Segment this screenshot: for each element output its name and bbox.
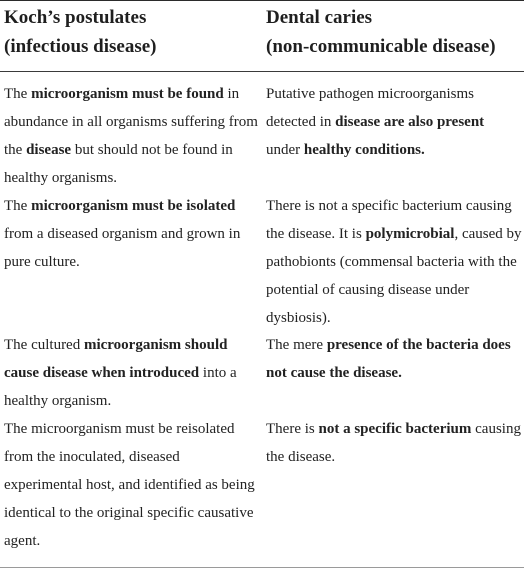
bold-segment: healthy conditions. [303, 142, 425, 158]
text-segment: There is [266, 421, 319, 437]
text-segment: in abundance in all organisms suffering from the [4, 86, 258, 158]
table-row [0, 192, 524, 328]
bold-segment: not a specific bacterium [318, 421, 472, 437]
bold-segment: microorganism should cause disease when introduced [4, 337, 228, 381]
bold-segment: microorganism must be found [31, 86, 224, 102]
header-koch-postulates [4, 3, 254, 61]
table-header-row [0, 1, 524, 71]
text-segment: into a healthy organism. [4, 365, 237, 409]
koch-postulate-cell [4, 192, 260, 276]
bold-segment: polymicrobial [365, 226, 455, 242]
header-title-line: Koch’s postulates [4, 7, 147, 28]
text-segment: from a diseased organism and grown in pure culture. [4, 226, 241, 270]
bold-segment: microorganism must be isolated [31, 198, 236, 214]
table-row [0, 80, 524, 190]
dental-caries-cell [266, 80, 522, 164]
bold-segment: presence of the bacteria does not cause the disease. [266, 337, 511, 381]
text-segment: under [266, 142, 304, 158]
koch-postulate-cell [4, 415, 260, 555]
text-segment: The mere [266, 337, 327, 353]
header-divider-rule [0, 71, 524, 72]
text-segment: The [4, 198, 32, 214]
table-row [0, 331, 524, 411]
header-subtitle-line: (non-communicable disease) [266, 36, 496, 57]
text-segment: There is not a specific bacterium causing the disease. It is [266, 198, 512, 242]
text-segment: The microorganism must be reisolated from the inoculated, diseased experimental host, and identified as being identical to the original specific causative agent. [4, 421, 255, 549]
dental-caries-cell [266, 192, 522, 332]
bold-segment: disease are also present [335, 114, 485, 130]
text-segment: but should not be found in healthy organisms. [4, 142, 233, 186]
text-segment: Putative pathogen microorganisms detected in [266, 86, 475, 130]
table-row [0, 415, 524, 555]
koch-postulate-cell [4, 331, 260, 415]
table-bottom-rule [0, 567, 524, 568]
text-segment: , caused by pathobionts (commensal bacteria with the potential of causing disease under dysbiosis). [266, 226, 522, 326]
bold-segment: disease [26, 142, 72, 158]
text-segment: The [4, 86, 32, 102]
text-segment: The cultured [4, 337, 84, 353]
text-segment: causing the disease. [266, 421, 521, 465]
koch-postulate-cell [4, 80, 260, 192]
dental-caries-cell [266, 415, 522, 471]
header-dental-caries [266, 3, 522, 61]
header-title-line: Dental caries [266, 7, 373, 28]
dental-caries-cell [266, 331, 522, 387]
header-subtitle-line: (infectious disease) [4, 36, 157, 57]
